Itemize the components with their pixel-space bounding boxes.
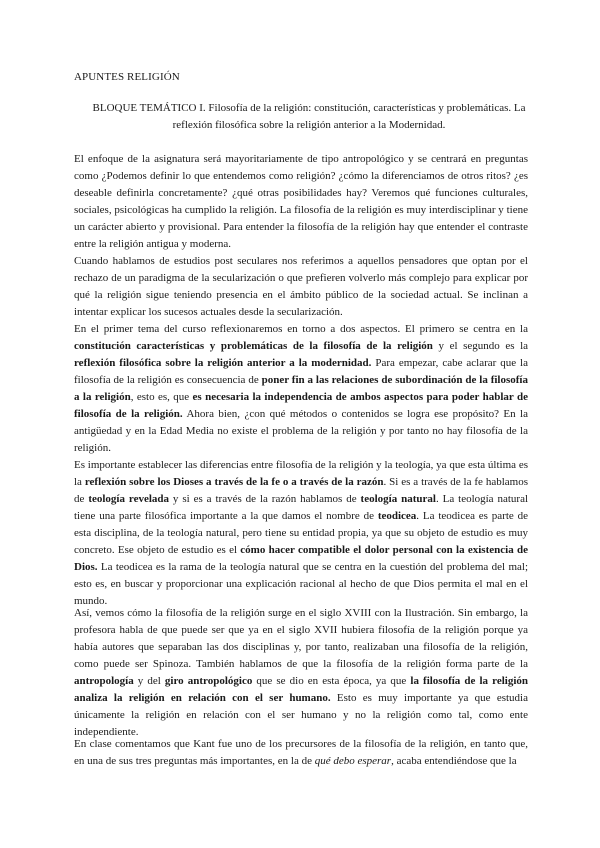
- paragraph-first-topic: [74, 321, 528, 457]
- text-span: y del: [133, 675, 165, 687]
- text-span: . La teología natural tiene una parte filosófica importante a la que damos el nombre de: [74, 493, 529, 522]
- bold-text: poner fin a las relaciones de subordinación de la filosofía a la religión: [74, 374, 528, 403]
- bold-text: constitución características y problemáticas de la filosofía de la religión: [74, 340, 433, 352]
- paragraph-kant: [74, 736, 528, 770]
- text-span: que se dio en esta época, ya que: [252, 675, 411, 687]
- document-title: APUNTES RELIGIÓN: [74, 71, 180, 83]
- paragraph-post-secular: Cuando hablamos de estudios post seculares nos referimos a aquellos pensadores que optan por el rechazo de un paradigma de la secularización o que prefieren volverlo más complejo para explicar por qué la religión sigue teniendo presencia en el ámbito público de la sociedad actual. Se inclinan a intentar explicar los sucesos actuales desde la secularización.: [74, 255, 528, 318]
- bold-text: teología natural: [360, 493, 436, 505]
- text-span: Es importante establecer las diferencias entre filosofía de la religión y la teología, ya que esta última es la: [74, 459, 528, 488]
- bold-text: cómo hacer compatible el dolor personal con la existencia de Dios.: [74, 544, 528, 573]
- bold-text: giro antropológico: [164, 675, 253, 687]
- paragraph-theology: [74, 457, 528, 610]
- text-span: La teodicea es la rama de la teología natural que se centra en la cuestión del problema del mal; esto es, en buscar y proporcionar una explicación racional al hecho de que Dios permita el mal en el mundo.: [74, 561, 528, 607]
- text-span: . La teodicea es parte de esta disciplina, de la teología natural, pero tiene su entidad propia, ya que su objeto de estudio es muy concreto. Ese objeto de estudio es el: [74, 510, 528, 556]
- text-span: , esto es, que: [130, 391, 193, 403]
- bold-text: antropología: [74, 675, 134, 687]
- block-title: BLOQUE TEMÁTICO I. Filosofía de la religión: constitución, características y problemáticas. La reflexión filosófica sobre la religión anterior a la Modernidad.: [92, 102, 526, 131]
- text-span: Para empezar, cabe aclarar que la filosofía de la religión es consecuencia de: [74, 357, 529, 386]
- text-span: Ahora bien, ¿con qué métodos o contenidos se logra ese propósito? En la antigüedad y en la Edad Media no existe el problema de la religión y por tanto no hay filosofía de la religión.: [74, 408, 528, 454]
- paragraph-intro: El enfoque de la asignatura será mayoritariamente de tipo antropológico y se centrará en preguntas como ¿Podemos definir lo que entendemos como religión? ¿cómo la diferenciamos de otros ritos? ¿es deseable definirla concretamente? ¿qué otras posibilidades hay? Veremos qué funciones culturales, sociales, psicológicas ha cumplido la religión. La filosofía de la religión es muy interdisciplinar y tiene un carácter abierto y provisional. Para entender la filosofía de la religión hay que entender el contraste entre la religión antigua y moderna.: [74, 153, 528, 250]
- bold-text: teología revelada: [88, 493, 170, 505]
- text-span: Esto es muy importante ya que estudia únicamente la religión en relación con el ser humano y no la religión como tal, como ente independiente.: [74, 692, 528, 738]
- text-span: Así, vemos cómo la filosofía de la religión surge en el siglo XVIII con la Ilustración. Sin embargo, la profesora habla de que puede ser que ya en el siglo XVII hubiera filosofía de la religión porque ya había autores que separaban las dos disciplinas y, por tanto, realizaban una filosofía de la religión, como puede ser Spinoza. También hablamos de que la filosofía de la religión forma parte de la: [74, 607, 528, 670]
- bold-text: la filosofía de la religión analiza la religión en relación con el ser humano.: [74, 675, 528, 704]
- text-span: En el primer tema del curso reflexionaremos en torno a dos aspectos. El primero se centra en la: [74, 323, 528, 335]
- bold-text: teodicea: [377, 510, 417, 522]
- bold-text: reflexión filosófica sobre la religión anterior a la modernidad.: [74, 357, 372, 369]
- text-span: y si es a través de la razón hablamos de: [169, 493, 361, 505]
- bold-text: reflexión sobre los Dioses a través de la fe o a través de la razón: [84, 476, 384, 488]
- italic-text: qué debo esperar: [314, 755, 392, 767]
- bold-text: es necesaria la independencia de ambos aspectos para poder hablar de filosofía de la religión.: [74, 391, 528, 420]
- paragraph-enlightenment: [74, 605, 528, 741]
- text-span: En clase comentamos que Kant fue uno de los precursores de la filosofía de la religión, en tanto que, en una de sus tres preguntas más importantes, en la de: [74, 738, 528, 767]
- text-span: . Si es a través de la fe hablamos de: [74, 476, 528, 505]
- text-span: y el segundo es la: [432, 340, 529, 352]
- text-span: , acaba entendiéndose que la: [391, 755, 517, 767]
